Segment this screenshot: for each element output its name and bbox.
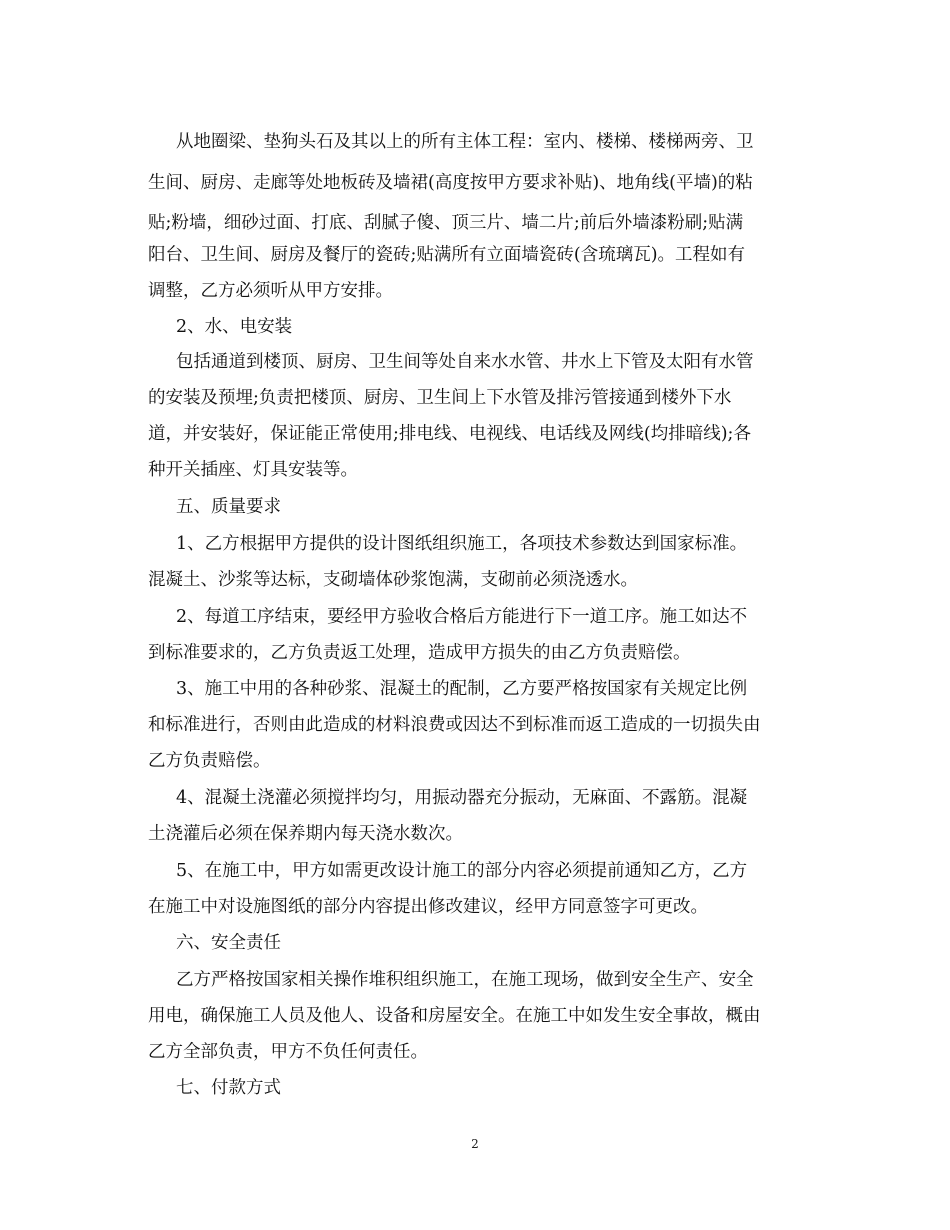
text-line: 乙方负责赔偿。	[148, 751, 271, 771]
text-line: 乙方严格按国家相关操作堆积组织施工，在施工现场，做到安全生产、安全	[176, 970, 754, 990]
text-line: 5、在施工中，甲方如需更改设计施工的部分内容必须提前通知乙方，乙方	[176, 861, 748, 881]
text-line: 1、乙方根据甲方提供的设计图纸组织施工，各项技术参数达到国家标准。	[176, 534, 748, 554]
section-heading: 七、付款方式	[176, 1078, 281, 1098]
page-number: 2	[471, 1137, 479, 1151]
text-line: 从地圈梁、垫狗头石及其以上的所有主体工程：室内、楼梯、楼梯两旁、卫	[176, 132, 754, 152]
text-line: 到标准要求的，乙方负责返工处理，造成甲方损失的由乙方负责赔偿。	[148, 643, 691, 663]
text-line: 4、混凝土浇灌必须搅拌均匀，用振动器充分振动，无麻面、不露筋。混凝	[176, 788, 748, 808]
section-heading: 2、水、电安装	[176, 317, 293, 337]
text-line: 用电，确保施工人员及他人、设备和房屋安全。在施工中如发生安全事故，概由	[148, 1006, 761, 1026]
text-line: 生间、厨房、走廊等处地板砖及墙裙(高度按甲方要求补贴)、地角线(平墙)的粘	[148, 173, 753, 193]
text-line: 包括通道到楼顶、厨房、卫生间等处自来水水管、井水上下管及太阳有水管	[176, 352, 754, 372]
text-line: 混凝土、沙浆等达标，支砌墙体砂浆饱满，支砌前必须浇透水。	[148, 570, 638, 590]
text-line: 2、每道工序结束，要经甲方验收合格后方能进行下一道工序。施工如达不	[176, 607, 748, 627]
text-line: 在施工中对设施图纸的部分内容提出修改建议，经甲方同意签字可更改。	[148, 897, 708, 917]
section-heading: 六、安全责任	[176, 933, 281, 953]
text-line: 阳台、卫生间、厨房及餐厅的瓷砖;贴满所有立面墙瓷砖(含琉璃瓦)。工程如有	[148, 245, 746, 265]
section-heading: 五、质量要求	[176, 497, 281, 517]
text-line: 土浇灌后必须在保养期内每天浇水数次。	[148, 824, 463, 844]
text-line: 贴;粉墙，细砂过面、打底、刮腻子傻、顶三片、墙二片;前后外墙漆粉刷;贴满	[148, 213, 744, 233]
text-line: 3、施工中用的各种砂浆、混凝土的配制，乙方要严格按国家有关规定比例	[176, 679, 748, 699]
text-line: 和标准进行，否则由此造成的材料浪费或因达不到标准而返工造成的一切损失由	[148, 715, 761, 735]
text-line: 的安装及预埋;负责把楼顶、厨房、卫生间上下水管及排污管接通到楼外下水	[148, 388, 732, 408]
text-line: 种开关插座、灯具安装等。	[148, 460, 358, 480]
text-line: 调整，乙方必须听从甲方安排。	[148, 281, 393, 301]
text-line: 乙方全部负责，甲方不负任何责任。	[148, 1042, 428, 1062]
text-line: 道，并安装好，保证能正常使用;排电线、电视线、电话线及网线(均排暗线);各	[148, 424, 751, 444]
